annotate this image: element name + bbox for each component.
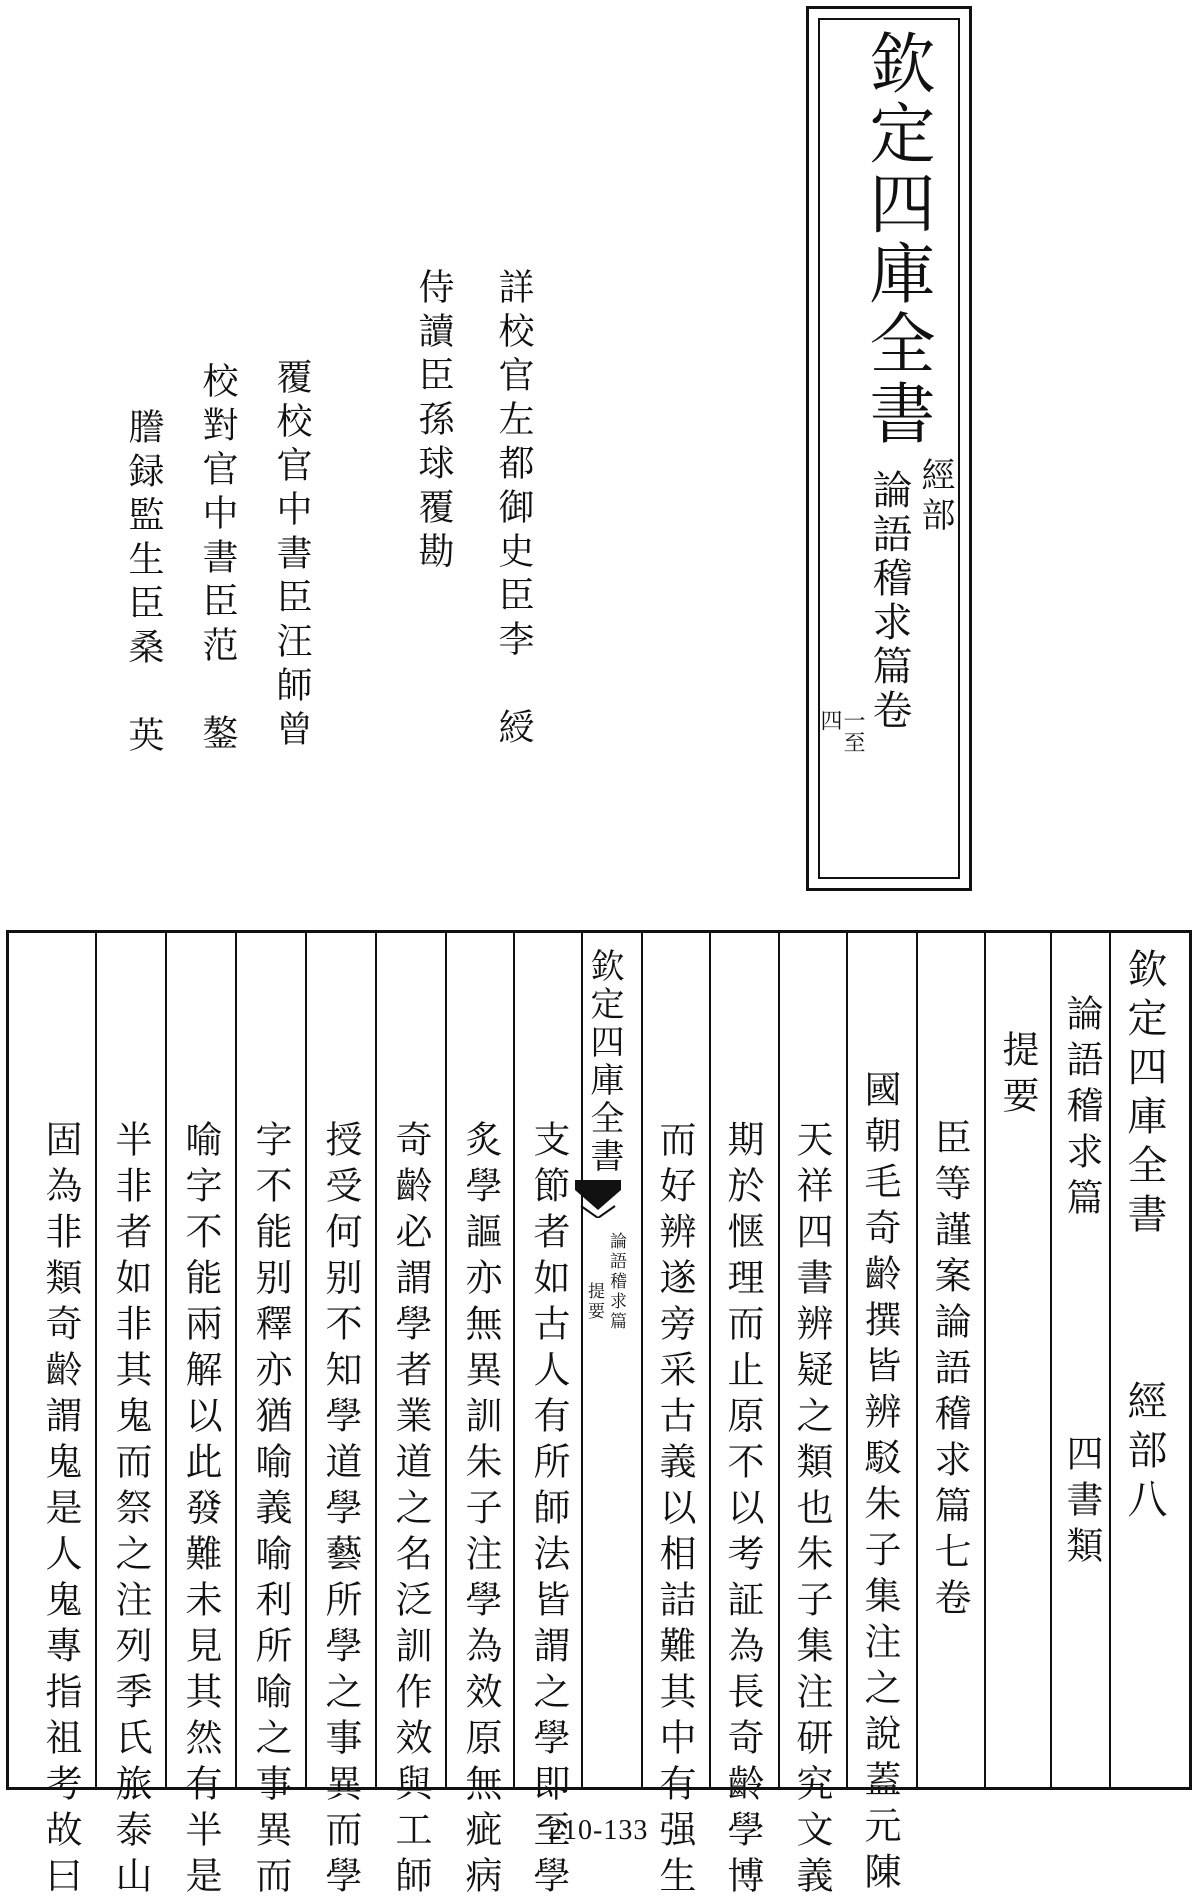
column-divider	[916, 933, 918, 1787]
slip-category: 經部	[915, 457, 955, 537]
column-divider	[984, 933, 986, 1787]
text-column: 炙學謳亦無異訓朱子注學為效原無疵病	[459, 1120, 502, 1902]
text-column: 天祥四書辨疑之類也朱子集注研究文義	[790, 1120, 833, 1902]
text-column: 支節者如古人有所師法皆謂之學即至學	[527, 1120, 570, 1902]
slip-title: 欽定四庫全書	[858, 29, 935, 449]
credit-line: 謄録監生臣桑 英	[123, 408, 164, 760]
page-header-category: 經部八	[1121, 1380, 1167, 1527]
subtitle-class: 四書類	[1060, 1434, 1103, 1572]
text-column: 奇齡必謂學者業道之名泛訓作效與工師	[389, 1120, 432, 1902]
text-column: 半非者如非其鬼而祭之注列季氏旅泰山	[109, 1120, 152, 1902]
center-tab-section: 提要	[584, 1282, 604, 1322]
center-tab-book: 論語稽求篇	[606, 1232, 626, 1332]
title-slip	[806, 6, 972, 891]
text-column: 字不能别釋亦猶喻義喻利所喻之事異而	[249, 1120, 292, 1902]
fishtail-fold-mark	[575, 1180, 621, 1218]
column-divider	[445, 933, 447, 1787]
text-column: 臣等謹案論語稽求篇七卷	[928, 1118, 971, 1624]
slip-volume-note-b: 四	[817, 709, 842, 731]
column-divider	[305, 933, 307, 1787]
credit-line: 覆校官中書臣汪師曾	[271, 358, 312, 754]
page-number: 210-133	[548, 1815, 649, 1846]
column-divider	[709, 933, 711, 1787]
credit-line: 侍讀臣孫球覆勘	[413, 268, 454, 576]
subtitle-book: 論語稽求篇	[1060, 994, 1103, 1224]
column-divider	[641, 933, 643, 1787]
column-divider	[235, 933, 237, 1787]
text-column: 授受何别不知學道學藝所學之事異而學	[319, 1120, 362, 1902]
column-divider	[1050, 933, 1052, 1787]
column-divider	[375, 933, 377, 1787]
text-column: 而好辨遂旁采古義以相詰難其中有强生	[653, 1120, 696, 1902]
text-column: 固為非類奇齡謂鬼是人鬼專指祖考故曰	[39, 1120, 82, 1902]
column-divider	[778, 933, 780, 1787]
column-divider	[165, 933, 167, 1787]
text-column: 期於惬理而止原不以考証為長奇齡學博	[721, 1120, 764, 1902]
column-divider	[846, 933, 848, 1787]
credit-line: 校對官中書臣范 鏊	[197, 362, 238, 758]
text-column: 國朝毛奇齡撰皆辨駁朱子集注之說蓋元陳	[858, 1070, 901, 1898]
page-header-title: 欽定四庫全書	[1121, 948, 1167, 1242]
column-divider	[513, 933, 515, 1787]
section-heading: 提要	[996, 1030, 1039, 1122]
column-divider	[95, 933, 97, 1787]
text-column: 喻字不能兩解以此發難未見其然有半是	[179, 1120, 222, 1902]
center-column-title: 欽定四庫全書	[584, 948, 624, 1176]
credit-line: 詳校官左都御史臣李 綬	[493, 268, 534, 752]
slip-volume-note-a: 一至	[840, 709, 865, 753]
slip-book-title: 論語稽求篇卷	[866, 469, 912, 733]
column-divider	[1109, 933, 1111, 1787]
